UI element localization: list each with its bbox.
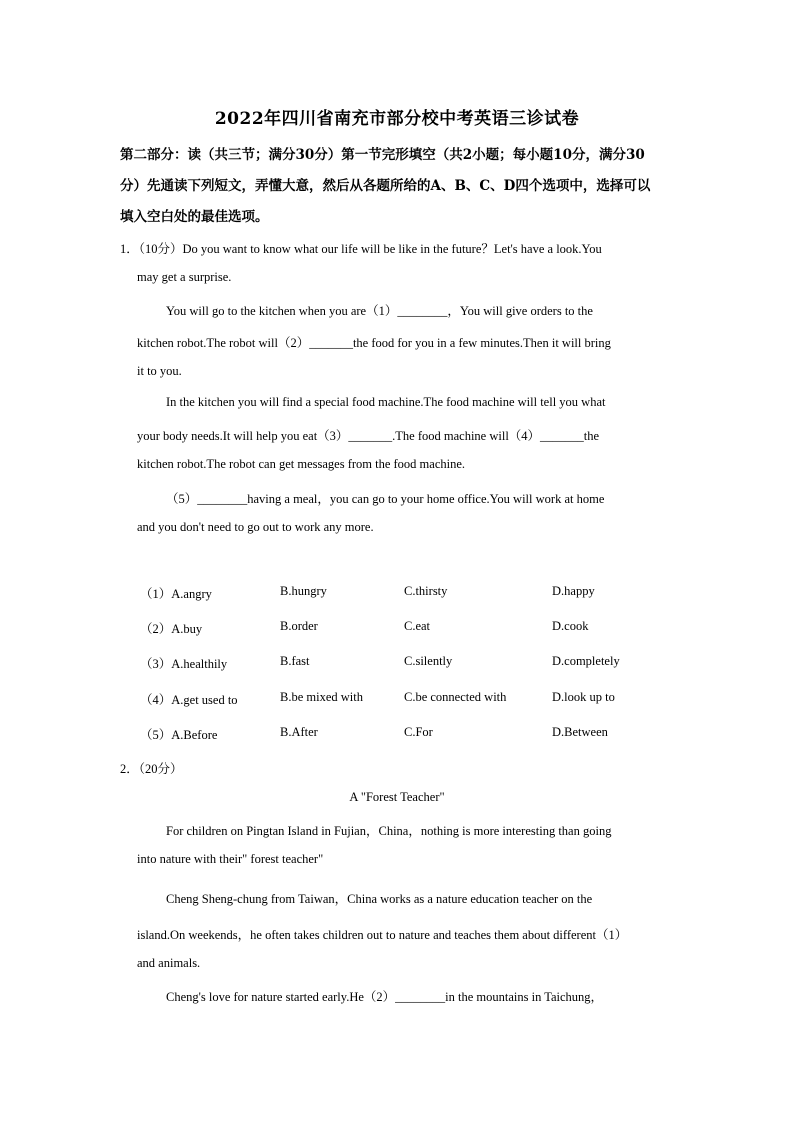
q2-line: into nature with their" forest teacher" [137,852,324,866]
option-item: D.look up to [552,690,615,704]
option-item: C.For [404,725,433,739]
q1-line: （5）________having a meal，you can go to your home office.You will work at home [166,492,605,506]
option-item: （1）A.angry [140,587,212,601]
option-item: （2）A.buy [140,622,203,636]
option-item: C.be connected with [404,690,507,704]
q2-header: 2．（20分） [120,762,183,776]
q1-line: it to you. [137,364,182,378]
q2-line: and animals. [137,956,201,970]
instruction-line: 第二部分：读（共三节；满分30分）第一节完形填空（共2小题；每小题10分，满分30 [120,147,645,163]
option-item: C.thirsty [404,584,448,598]
option-item: D.cook [552,619,589,633]
section-instructions [120,140,680,233]
option-item: D.happy [552,584,595,598]
option-item: B.fast [280,654,310,668]
option-item: D.completely [552,654,620,668]
q1-line: kitchen robot.The robot can get messages from the food machine. [137,457,466,471]
q1-line: You will go to the kitchen when you are（1）________，You will give orders to the [166,304,593,318]
q1-line: and you don't need to go out to work any more. [137,520,374,534]
instruction-line: 分）先通读下列短文，弄懂大意，然后从各题所给的A、B、C、D四个选项中，选择可以 [120,178,651,194]
option-item: （3）A.healthily [140,657,228,671]
passage-title: A "Forest Teacher" [349,790,445,804]
q2-line: Cheng's love for nature started early.He（2）________in the mountains in Taichung， [166,990,604,1004]
q1-line: 1．（10分）Do you want to know what our life will be like in the future？Let's have a look.You [120,242,602,256]
q2-line: Cheng Sheng-chung from Taiwan，China works as a nature education teacher on the [166,892,593,906]
option-item: D.Between [552,725,608,739]
q1-line: your body needs.It will help you eat（3）_______.The food machine will（4）_______the [137,429,600,443]
q2-line: For children on Pingtan Island in Fujian，China，nothing is more interesting than going [166,824,612,838]
option-item: C.eat [404,619,431,633]
option-item: （5）A.Before [140,728,218,742]
q1-line: In the kitchen you will find a special food machine.The food machine will tell you what [166,395,606,409]
instruction-line: 填入空白处的最佳选项。 [120,209,269,225]
page-title: 2022年四川省南充市部分校中考英语三诊试卷 [214,109,580,129]
option-item: B.hungry [280,584,327,598]
q1-line: kitchen robot.The robot will（2）_______the food for you in a few minutes.Then it will bring [137,336,611,350]
q1-line: may get a surprise. [137,270,232,284]
q2-line: island.On weekends，he often takes children out to nature and teaches them about different（1） [137,928,628,942]
option-item: B.be mixed with [280,690,363,704]
option-item: B.order [280,619,318,633]
option-item: C.silently [404,654,453,668]
option-item: B.After [280,725,318,739]
option-item: （4）A.get used to [140,693,238,707]
